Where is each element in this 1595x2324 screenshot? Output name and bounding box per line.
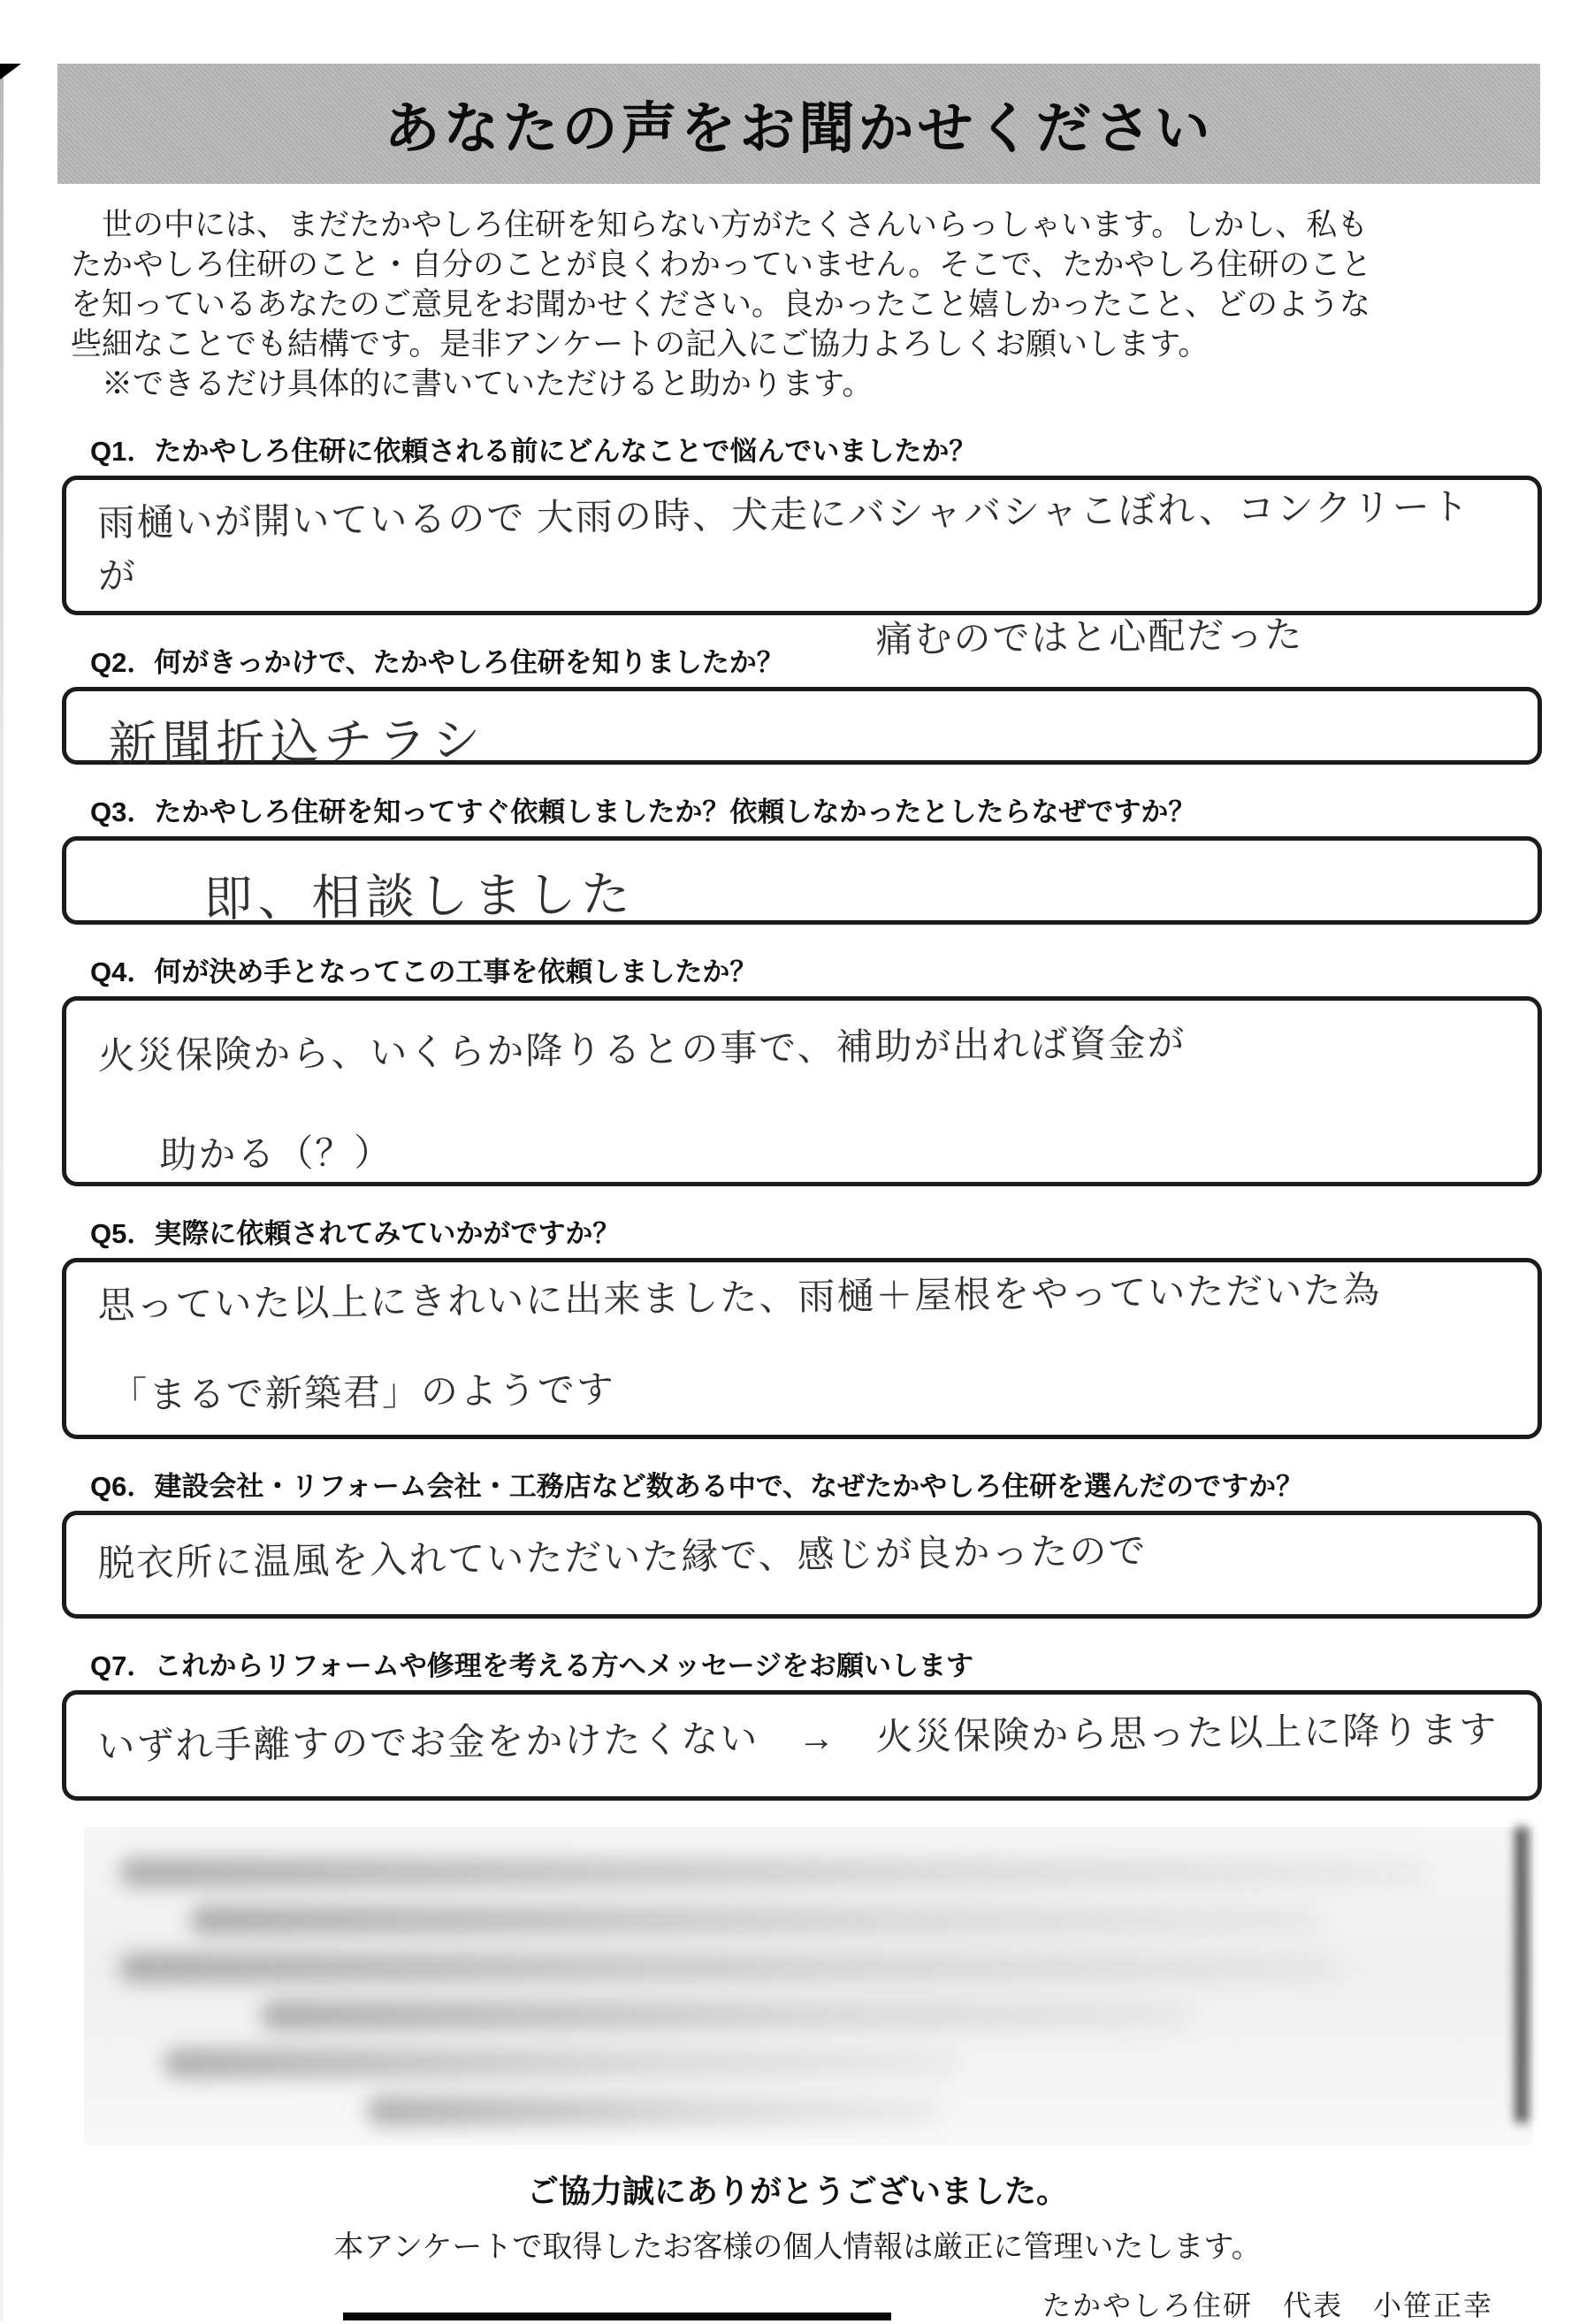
question-block-q6 [62, 1464, 1542, 1619]
handwritten-answer-line: 痛むのではと心配だった [875, 615, 1304, 661]
intro-line: 世の中には、まだたかやしろ住研を知らない方がたくさんいらっしゃいます。しかし、私も [71, 208, 1369, 242]
handwritten-answer-line: 思っていた以上にきれいに出来ました、雨樋＋屋根をやっていただいた為 [97, 1270, 1382, 1327]
handwritten-answer-line: 雨樋いが開いているので 大雨の時、犬走にバシャバシャこぼれ、コンクリートが [97, 487, 1471, 598]
question-block-q7 [62, 1643, 1542, 1801]
intro-line: を知っているあなたのご意見をお聞かせください。良かったこと嬉しかったこと、どのような [71, 287, 1371, 322]
question-label-q1: Q1．たかやしろ住研に依頼される前にどんなことで悩んでいましたか？ [90, 436, 977, 467]
question-list [62, 429, 1542, 1801]
answer-box-q2 [62, 687, 1542, 772]
intro-paragraph [71, 205, 1529, 404]
question-label-q5: Q5．実際に依頼されてみていかがですか？ [90, 1218, 621, 1249]
blurred-private-section [84, 1827, 1533, 2145]
question-block-q2 [62, 640, 1542, 772]
handwritten-answer-line: 脱衣所に温風を入れていただいた縁で、感じが良かったので [97, 1531, 1148, 1585]
handwritten-answer-line: いずれ手離すのでお金をかけたくない → 火災保険から思った以上に降ります [97, 1710, 1499, 1768]
answer-box-q4 [62, 996, 1542, 1186]
handwritten-answer-line: 新聞折込チラシ [108, 712, 486, 772]
handwritten-answer-line: 「まるで新築君」のようです [110, 1370, 616, 1417]
question-label-q3: Q3．たかやしろ住研を知ってすぐ依頼しましたか？依頼しなかったとしたらなぜですか？ [90, 796, 1196, 827]
intro-note-line: ※できるだけ具体的に書いていただけると助かります。 [71, 367, 874, 401]
header-banner [57, 64, 1540, 184]
thanks-message: ご協力誠にありがとうございました。 [526, 2173, 1068, 2209]
answer-box-q5 [62, 1258, 1542, 1439]
question-label-q6: Q6．建設会社・リフォーム会社・工務店など数ある中で、なぜたかやしろ住研を選んだのですか？ [90, 1471, 1304, 1502]
question-label-q7: Q7．これからリフォームや修理を考える方へメッセージをお願いします [90, 1650, 973, 1681]
question-block-q4 [62, 949, 1542, 1186]
answer-box-q7 [62, 1690, 1542, 1801]
handwritten-answer-line: 火災保険から、いくらか降りるとの事で、補助が出れば資金が [97, 1023, 1187, 1078]
question-label-q4: Q4．何が決め手となってこの工事を依頼しましたか？ [90, 956, 758, 987]
handwritten-answer-line: 即、相談しました [203, 867, 636, 926]
privacy-notice: 本アンケートで取得したお客様の個人情報は厳正に管理いたします。 [333, 2231, 1262, 2264]
handwritten-answer-line: 助かる（？） [159, 1132, 393, 1177]
answer-box-q3 [62, 836, 1542, 925]
blurred-content [84, 1827, 1533, 2126]
scan-bottom-bar-artifact [343, 2313, 891, 2320]
intro-line: 些細なことでも結構です。是非アンケートの記入にご協力よろしくお願いします。 [71, 327, 1210, 362]
company-signature: たかやしろ住研 代表 小笹正幸 [1042, 2290, 1493, 2321]
question-block-q1 [62, 429, 1542, 661]
answer-box-q1 [62, 476, 1542, 661]
question-block-q5 [62, 1211, 1542, 1439]
blurred-box-edge [1515, 1827, 1528, 2122]
answer-box-q6 [62, 1511, 1542, 1619]
intro-line: たかやしろ住研のこと・自分のことが良くわかっていません。そこで、たかやしろ住研のこと [71, 248, 1372, 282]
page-title: あなたの声をお聞かせください [384, 97, 1214, 160]
scanned-survey-page [0, 64, 1595, 2320]
scan-left-edge-artifact [0, 64, 4, 2320]
question-block-q3 [62, 789, 1542, 925]
question-label-q2: Q2．何がきっかけで、たかやしろ住研を知りましたか？ [90, 647, 784, 678]
